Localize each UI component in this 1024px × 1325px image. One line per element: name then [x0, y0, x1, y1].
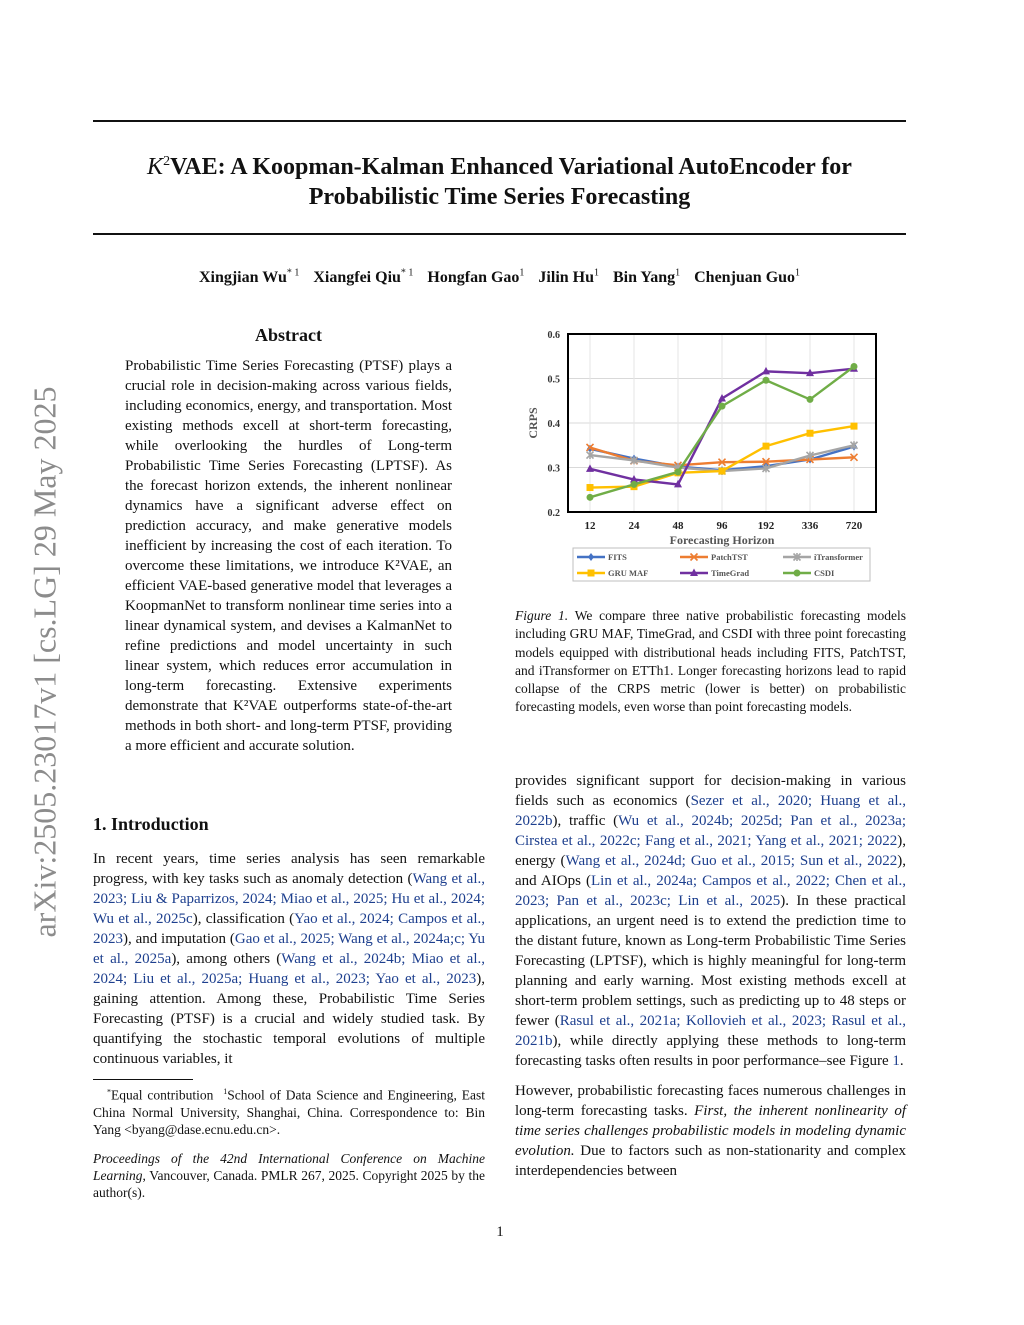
citation-link[interactable]: Yao et al., 2024; Campos et al., 2023: [93, 911, 485, 947]
y-tick-label: 0.3: [547, 463, 560, 475]
x-tick-label: 192: [757, 520, 775, 532]
y-tick-label: 0.4: [547, 419, 560, 430]
citation-link[interactable]: Gao et al., 2025; Wang et al., 2024a;c; Yu et al., 2025a: [93, 931, 485, 967]
body-text: ), classification (: [192, 911, 295, 927]
legend-label: TimeGrad: [711, 568, 750, 578]
y-tick-label: 0.2: [547, 508, 560, 519]
data-point: [807, 430, 814, 437]
body-text: ), and imputation (: [123, 931, 235, 947]
data-point: [587, 494, 594, 501]
figure-label: Figure 1.: [515, 608, 569, 623]
x-tick-label: 96: [716, 520, 728, 532]
abstract-text: Probabilistic Time Series Forecasting (PTSF) plays a crucial role in decision-making across various fields, including economics, energy, and transportation. Most existing methods excell at short-term forecasting, while overlooking the hurdles of Long-term Probabilistic Time Series Forecasting (LPTSF). As the forecast horizon extends, the inherent nonlinear dynamics have a significant adverse effect on prediction accuracy, and make generative models inefficient by increasing the cost of each iteration. To overcome these limitations, we introduce K²VAE, an efficient VAE-based generative model that leverages a KoopmanNet to transform nonlinear time series into a linear dynamical system, and devises a KalmanNet to refine predictions and model uncertainty in such linear system, which reduces error accumulation in long-term forecasting. Extensive experiments demonstrate that K²VAE outperforms state-of-the-art methods in both short- and long-term PTSF, providing a more efficient and accurate solution.: [125, 358, 452, 754]
figure-caption: [515, 607, 906, 717]
citation-link[interactable]: Rasul et al., 2021a; Kollovieh et al., 2023; Rasul et al., 2021b: [515, 1013, 906, 1049]
title-sup: 2: [163, 154, 171, 169]
body-text: ). In these practical applications, an urgent need is to extend the prediction time to the distant future, known as Long-term Probabilistic Time Series Forecasting (LPTSF), which is highly meaningful for long-term planning and early warning. Most existing methods excell at short-term problem settings, such as predicting up to 48 steps or fewer (: [515, 893, 906, 1029]
author: Hongfan Gao$^1$: [427, 268, 525, 287]
body-text: .: [899, 1053, 904, 1069]
data-point: [851, 363, 858, 370]
y-axis-label: CRPS: [526, 407, 540, 439]
x-tick-label: 720: [845, 520, 863, 532]
footnote-affiliation: School of Data Science and Engineering, East China Normal University, Shanghai, China. Correspondence to: Bin Yang <byang@dase.ecnu.edu.cn>.: [93, 1087, 486, 1137]
proceedings-venue: Proceedings of the 42nd International Conference on Machine Learning: [93, 1151, 485, 1183]
legend-label: CSDI: [814, 568, 835, 578]
x-axis-label: Forecasting Horizon: [669, 533, 775, 547]
body-text: ), energy (: [515, 833, 906, 869]
author-list: [93, 268, 906, 287]
arxiv-identifier: arXiv:2505.23017v1 [cs.LG] 29 May 2025: [26, 386, 63, 938]
proceedings-note: [93, 1150, 485, 1201]
author: Chenjuan Guo$^1$: [694, 268, 801, 287]
data-point: [719, 468, 726, 475]
citation-link[interactable]: Wang et al., 2023; Liu & Paparrizos, 2024; Miao et al., 2025; Hu et al., 2024; Wu et al., 2025c: [93, 871, 485, 927]
body-paragraph: [515, 771, 906, 1071]
data-point: [631, 481, 638, 488]
data-point: [586, 464, 594, 472]
y-tick-label: 0.6: [547, 330, 560, 341]
x-tick-label: 336: [801, 520, 819, 532]
body-text: ), gaining attention. Among these, Probabilistic Time Series Forecasting (PTSF) is a crucial and widely studied task. By quantifying the stochastic temporal evolutions of multiple continuous variables, it: [93, 971, 485, 1067]
body-text: ), while directly applying these methods to long-term forecasting tasks often results in poor performance–see Figure: [515, 1033, 906, 1069]
body-text: In recent years, time series analysis has seen remarkable progress, with key tasks such as anomaly detection (: [93, 851, 485, 887]
citation-link[interactable]: Wang et al., 2024b; Miao et al., 2024; Liu et al., 2025a; Huang et al., 2023; Yao et al., 2023: [93, 951, 486, 987]
data-point: [763, 443, 770, 450]
body-paragraph: [515, 1081, 906, 1181]
body-text: ), traffic (: [552, 813, 619, 829]
intro-paragraph: [93, 849, 485, 1069]
abstract-body: [125, 356, 452, 756]
legend-label: iTransformer: [814, 552, 863, 562]
data-point: [763, 377, 770, 384]
legend-label: GRU MAF: [608, 568, 649, 578]
body-text: ), among others (: [171, 951, 282, 967]
proceedings-details: , Vancouver, Canada. PMLR 267, 2025. Copyright 2025 by the author(s).: [93, 1168, 485, 1200]
body-text: Due to factors such as non-stationarity and complex interdependencies between: [515, 1143, 906, 1179]
x-tick-label: 48: [672, 520, 684, 532]
footnote-rule: [93, 1079, 193, 1080]
right-column-body: [515, 771, 906, 1181]
body-text: ), and AIOps (: [515, 853, 906, 889]
author: Jilin Hu$^1$: [538, 268, 599, 287]
intro-body: [93, 849, 485, 1069]
citation-link[interactable]: Sezer et al., 2020; Huang et al., 2022b: [515, 793, 906, 829]
abstract-heading: Abstract: [255, 325, 322, 345]
body-text: provides significant support for decision-making in various fields such as economics (: [515, 773, 906, 809]
data-point: [675, 468, 682, 475]
citation-link[interactable]: Wu et al., 2024b; 2025d; Pan et al., 2023a; Cirstea et al., 2022c; Fang et al., 2021; Yang et al., 2021; 2022: [515, 813, 906, 849]
figure-caption-text: We compare three native probabilistic forecasting models including GRU MAF, TimeGrad, and CSDI with three point forecasting models equipped with distributional heads including FITS, PatchTST, and iTransformer on ETTh1. Longer forecasting horizons lead to rapid collapse of the CRPS metric (lower is better) on probabilistic forecasting models, even worse than point forecasting models.: [515, 608, 906, 715]
y-tick-label: 0.5: [547, 374, 560, 386]
data-point: [587, 484, 594, 491]
x-tick-label: 12: [584, 520, 596, 532]
body-text: However, probabilistic forecasting faces numerous challenges in long-term forecasting tasks.: [515, 1083, 906, 1119]
footnote: *Equal contribution $^1$School of Data Science and Engineering, East China Normal University, Shanghai, China. Correspondence to: Bin Yang <byang@dase.ecnu.edu.cn>.: [93, 1087, 486, 1137]
author: Bin Yang$^1$: [613, 268, 681, 287]
author: Xiangfei Qiu$^{* 1}$: [313, 268, 414, 287]
title-bottom-rule: [93, 233, 906, 235]
data-point: [851, 423, 858, 430]
author: Xingjian Wu$^{* 1}$: [198, 268, 300, 287]
section-heading-introduction: 1. Introduction: [93, 814, 209, 834]
title-line1: VAE: A Koopman-Kalman Enhanced Variational AutoEncoder for: [170, 154, 852, 180]
top-rule: [93, 120, 906, 122]
data-point: [794, 570, 801, 577]
paper-title: [93, 147, 906, 212]
page-number: 1: [496, 1224, 504, 1240]
citation-link[interactable]: Lin et al., 2024a; Campos et al., 2022; Chen et al., 2023; Pan et al., 2023c; Lin et al., 2025: [515, 873, 906, 909]
legend-label: FITS: [608, 552, 627, 562]
data-point: [719, 403, 726, 410]
citation-link[interactable]: Wang et al., 2024d; Guo et al., 2015; Sun et al., 2022: [565, 853, 898, 869]
body-text: First, the inherent nonlinearity of time series challenges probabilistic models in modeling dynamic evolution.: [515, 1103, 907, 1159]
legend-label: PatchTST: [711, 552, 748, 562]
footnote-equal: Equal contribution: [111, 1087, 214, 1103]
data-point: [588, 570, 595, 577]
crps-line-chart: [515, 320, 906, 590]
title-line2: Probabilistic Time Series Forecasting: [308, 184, 691, 210]
title-k: K: [147, 154, 164, 180]
data-point: [807, 396, 814, 403]
x-tick-label: 24: [628, 520, 640, 532]
citation-link[interactable]: 1: [892, 1053, 900, 1069]
